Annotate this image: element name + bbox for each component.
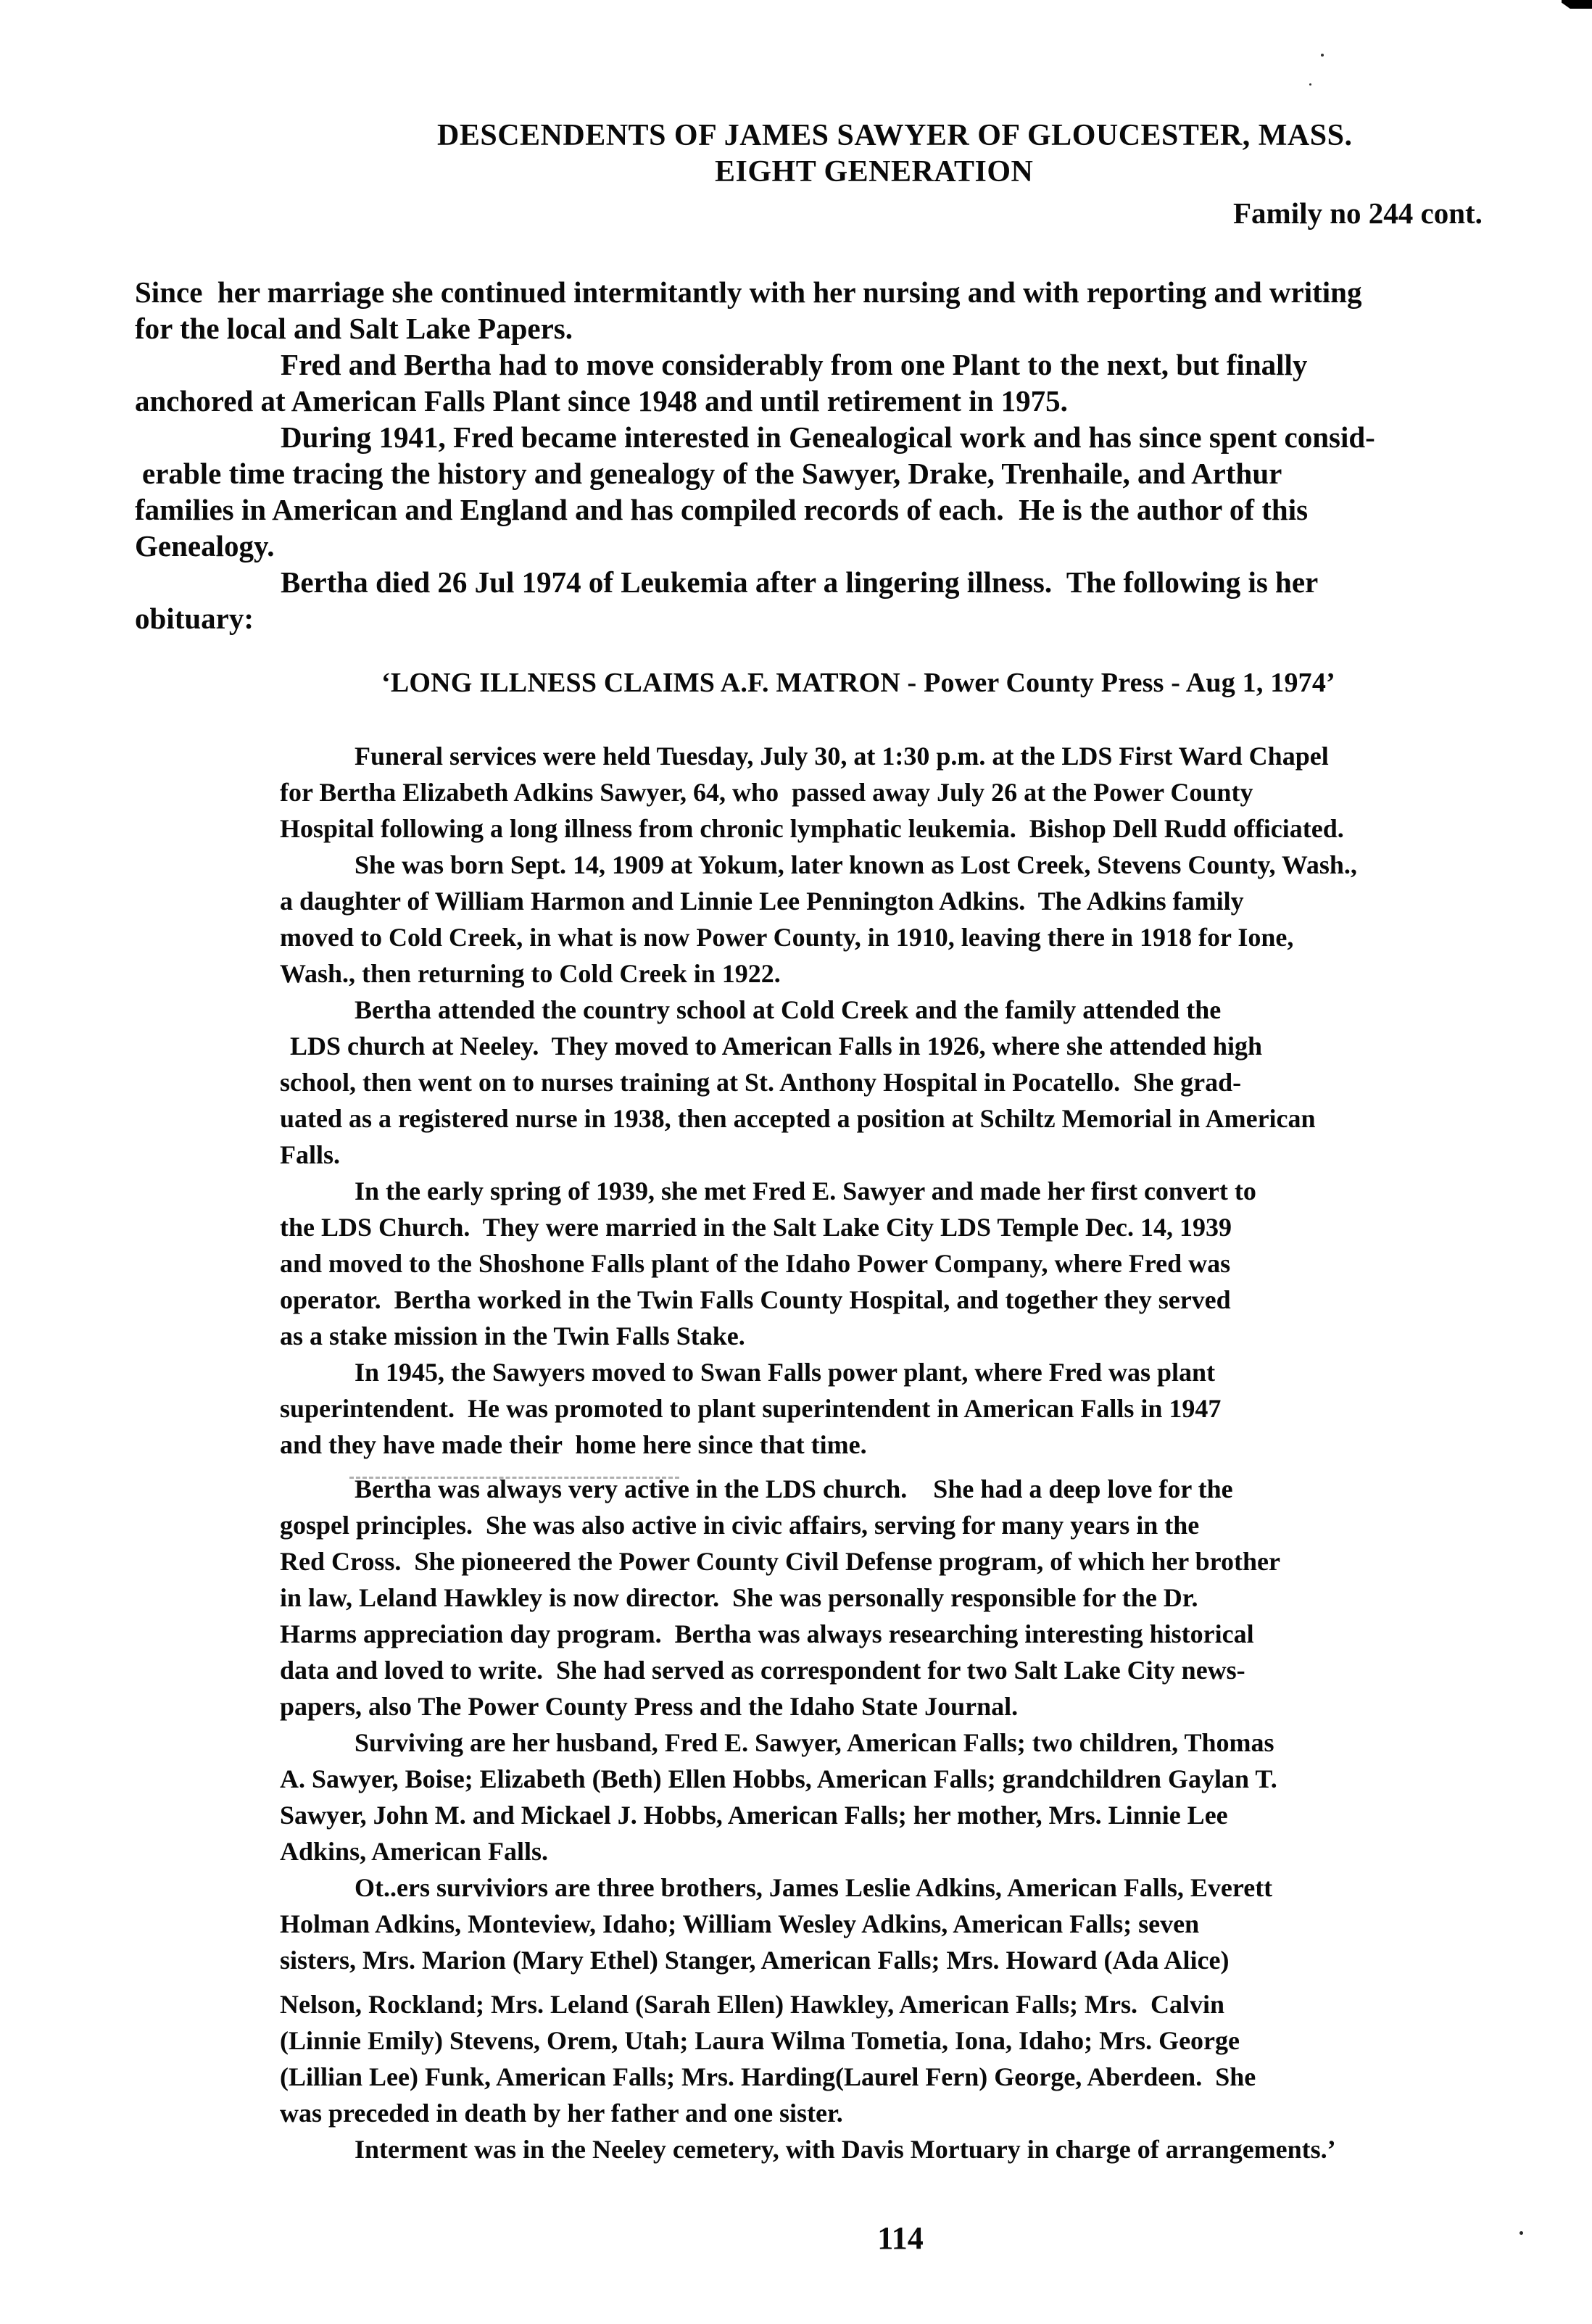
text-line: Since her marriage she continued intermitantly with her nursing and with reporting and writing bbox=[135, 275, 1362, 309]
text-line: In the early spring of 1939, she met Fred E. Sawyer and made her first convert to bbox=[355, 1176, 1256, 1205]
text-line: in law, Leland Hawkley is now director. She was personally responsible for the Dr. bbox=[280, 1583, 1198, 1612]
text-line: families in American and England and has compiled records of each. He is the author of this bbox=[135, 493, 1309, 526]
text-line: sisters, Mrs. Marion (Mary Ethel) Stanger, American Falls; Mrs. Howard (Ada Alice) bbox=[280, 1946, 1230, 1975]
scan-speck bbox=[1520, 2231, 1523, 2235]
text-line: Bertha attended the country school at Cold Creek and the family attended the bbox=[355, 995, 1222, 1024]
text-line: Wash., then returning to Cold Creek in 1922. bbox=[280, 959, 781, 988]
text-line: as a stake mission in the Twin Falls Stake. bbox=[280, 1321, 745, 1350]
obituary-body bbox=[280, 738, 1469, 2167]
text-line: (Lillian Lee) Funk, American Falls; Mrs. Harding(Laurel Fern) George, Aberdeen. She bbox=[280, 2062, 1256, 2091]
page-number: 114 bbox=[877, 2220, 924, 2256]
page-subtitle: EIGHT GENERATION bbox=[715, 155, 1034, 188]
text-line: Harms appreciation day program. Bertha was always researching interesting historical bbox=[280, 1619, 1254, 1648]
text-line: for the local and Salt Lake Papers. bbox=[135, 312, 573, 345]
scan-speck bbox=[1309, 83, 1311, 86]
text-line: school, then went on to nurses training at St. Anthony Hospital in Pocatello. She grad- bbox=[280, 1068, 1242, 1097]
scan-corner-mark bbox=[1562, 0, 1592, 9]
text-line: data and loved to write. She had served as correspondent for two Salt Lake City news- bbox=[280, 1656, 1245, 1685]
text-line: She was born Sept. 14, 1909 at Yokum, later known as Lost Creek, Stevens County, Wash., bbox=[355, 850, 1357, 879]
text-line: gospel principles. She was also active in civic affairs, serving for many years in the bbox=[280, 1511, 1200, 1540]
obituary-heading: ‘LONG ILLNESS CLAIMS A.F. MATRON - Power County Press - Aug 1, 1974’ bbox=[381, 668, 1335, 698]
text-line: Falls. bbox=[280, 1140, 341, 1169]
text-line: uated as a registered nurse in 1938, then accepted a position at Schiltz Memorial in American bbox=[280, 1104, 1316, 1133]
text-line: Red Cross. She pioneered the Power County Civil Defense program, of which her brother bbox=[280, 1547, 1280, 1576]
text-line: Bertha was always very active in the LDS church. She had a deep love for the bbox=[355, 1474, 1233, 1503]
text-line: Genealogy. bbox=[135, 529, 275, 563]
text-line: superintendent. He was promoted to plant superintendent in American Falls in 1947 bbox=[280, 1394, 1222, 1423]
text-line: and they have made their home here since that time. bbox=[280, 1430, 867, 1459]
text-line: In 1945, the Sawyers moved to Swan Falls power plant, where Fred was plant bbox=[355, 1358, 1216, 1387]
text-line: Nelson, Rockland; Mrs. Leland (Sarah Ellen) Hawkley, American Falls; Mrs. Calvin bbox=[280, 1990, 1225, 2019]
text-line: and moved to the Shoshone Falls plant of the Idaho Power Company, where Fred was bbox=[280, 1249, 1231, 1278]
family-number-note: Family no 244 cont. bbox=[1233, 196, 1483, 230]
text-line: papers, also The Power County Press and the Idaho State Journal. bbox=[280, 1692, 1019, 1721]
text-line: for Bertha Elizabeth Adkins Sawyer, 64, who passed away July 26 at the Power County bbox=[280, 778, 1253, 807]
text-line: Ot..ers surviviors are three brothers, James Leslie Adkins, American Falls, Everett bbox=[355, 1873, 1273, 1902]
text-line: Fred and Bertha had to move considerably from one Plant to the next, but finally bbox=[281, 348, 1308, 381]
intro-paragraphs bbox=[135, 274, 1505, 636]
text-line: Interment was in the Neeley cemetery, with Davis Mortuary in charge of arrangements.’ bbox=[355, 2135, 1336, 2164]
text-line: erable time tracing the history and genealogy of the Sawyer, Drake, Trenhaile, and Arthur bbox=[142, 457, 1282, 490]
scan-speck bbox=[1321, 54, 1324, 57]
text-line: A. Sawyer, Boise; Elizabeth (Beth) Ellen Hobbs, American Falls; grandchildren Gaylan T. bbox=[280, 1764, 1277, 1793]
text-line: moved to Cold Creek, in what is now Power County, in 1910, leaving there in 1918 for Ione, bbox=[280, 923, 1294, 952]
text-line: anchored at American Falls Plant since 1948 and until retirement in 1975. bbox=[135, 384, 1068, 418]
text-line: the LDS Church. They were married in the Salt Lake City LDS Temple Dec. 14, 1939 bbox=[280, 1213, 1232, 1242]
text-line: was preceded in death by her father and one sister. bbox=[280, 2099, 843, 2128]
text-line: operator. Bertha worked in the Twin Falls County Hospital, and together they served bbox=[280, 1285, 1231, 1314]
text-line: LDS church at Neeley. They moved to American Falls in 1926, where she attended high bbox=[290, 1032, 1262, 1061]
text-line: Sawyer, John M. and Mickael J. Hobbs, American Falls; her mother, Mrs. Linnie Lee bbox=[280, 1801, 1228, 1830]
text-line: Surviving are her husband, Fred E. Sawyer, American Falls; two children, Thomas bbox=[355, 1728, 1274, 1757]
text-line: obituary: bbox=[135, 602, 254, 635]
page-title: DESCENDENTS OF JAMES SAWYER OF GLOUCESTER, MASS. bbox=[437, 119, 1353, 152]
text-line: Bertha died 26 Jul 1974 of Leukemia after a lingering illness. The following is her bbox=[281, 565, 1319, 599]
scan-dashed-artifact bbox=[349, 1477, 679, 1479]
text-line: (Linnie Emily) Stevens, Orem, Utah; Laura Wilma Tometia, Iona, Idaho; Mrs. George bbox=[280, 2026, 1240, 2055]
text-line: a daughter of William Harmon and Linnie Lee Pennington Adkins. The Adkins family bbox=[280, 887, 1244, 916]
text-line: Hospital following a long illness from chronic lymphatic leukemia. Bishop Dell Rudd officiated. bbox=[280, 814, 1344, 843]
text-line: During 1941, Fred became interested in Genealogical work and has since spent consid- bbox=[281, 420, 1375, 454]
text-line: Funeral services were held Tuesday, July 30, at 1:30 p.m. at the LDS First Ward Chapel bbox=[355, 742, 1329, 771]
text-line: Adkins, American Falls. bbox=[280, 1837, 549, 1866]
text-line: Holman Adkins, Monteview, Idaho; William Wesley Adkins, American Falls; seven bbox=[280, 1909, 1200, 1938]
